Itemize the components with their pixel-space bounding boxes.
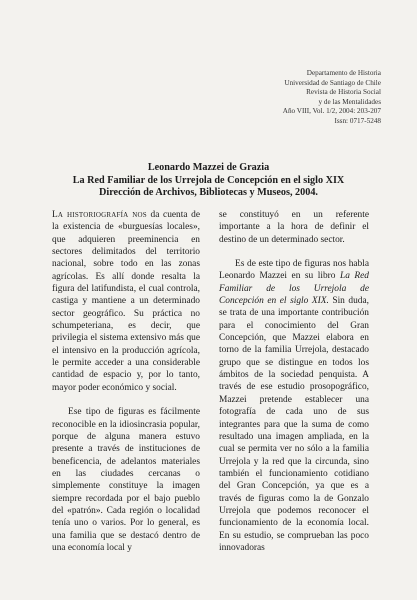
- paragraph-text: Es de este tipo de figuras nos habla Leonardo Mazzei en su libro: [219, 259, 369, 282]
- book-title-italic: La Red Familiar de los Urrejola de Concepción en el siglo XIX.: [219, 271, 369, 307]
- review-book-title: La Red Familiar de los Urrejola de Concepción en el siglo XIX: [72, 174, 345, 186]
- header-line: Universidad de Santiago de Chile: [284, 78, 381, 87]
- paragraph-text: da cuenta de la existencia de «burguesías locales», que adquieren preeminencia en sectores delimitados del territorio nacional, sobre todo en las zonas agrícolas. Es allí donde resalta la figura del latifundista, el cual controla, castiga y mantiene a un determinado sector geográfico. Su práctica no schumpeteriana, es decir, que privilegia el sistema extensivo más que el intensivo en la producción agrícola, le permite acceder a una considerable cantidad de espacio y, por lo tanto, mayor poder económico y social.: [52, 210, 200, 393]
- paragraph: se constituyó en un referente importante a la hora de definir el destino de un determinado sector.: [219, 210, 369, 245]
- paragraph-text: Sin duda, se trata de una importante contribución para el conocimiento del Gran Concepción, que Mazzei elabora en torno de la familia Urrejola, destacado grupo que se distingue en todos los ámbitos de la sociedad penquista. A través de ese estudio prosopográfico, Mazzei pretende establecer una fotografía de cada uno de sus integrantes para que la suma de como resultado una imagen ampliada, en la cual se permita ver no sólo a la familia Urrejola y la red que la circunda, sino también el funcionamiento cotidiano del Gran Concepción, ya que es a través de figuras como la de Gonzalo Urrejola que podemos reconocer el funcionamiento de la economía local. En su estudio, se comprueban las poco innovadoras: [219, 296, 369, 553]
- header-line: Issn: 0717-5248: [334, 116, 381, 125]
- header-line: Departamento de Historia: [306, 69, 381, 77]
- left-column: [52, 209, 200, 554]
- header-line: y de las Mentalidades: [318, 97, 381, 106]
- header-line: Año VIII, Vol. 1/2, 2004: 203-207: [282, 107, 381, 116]
- paragraph: [52, 209, 200, 394]
- header-line: Revista de Historia Social: [306, 88, 381, 97]
- review-publisher: Dirección de Archivos, Bibliotecas y Museos, 2004.: [99, 187, 318, 199]
- paragraph: Ese tipo de figuras es fácilmente reconocible en la idiosincrasia popular, porque de alguna manera estuvo presente a través de instituciones de beneficencia, de adelantos materiales en las ciudades cercanas o simplemente constituye la imagen siempre recordada por el bajo pueblo del «patrón». Cada región o localidad tenía uno o varios. Por lo general, es una familia que se destacó dentro de una economía local y: [52, 407, 200, 553]
- review-author: Leonardo Mazzei de Grazia: [147, 162, 270, 173]
- review-title-block: [40, 162, 377, 200]
- paragraph: [219, 258, 369, 554]
- paragraph-lead: La historiografía nos: [52, 210, 147, 220]
- journal-header: [231, 69, 381, 127]
- right-column: [219, 209, 369, 554]
